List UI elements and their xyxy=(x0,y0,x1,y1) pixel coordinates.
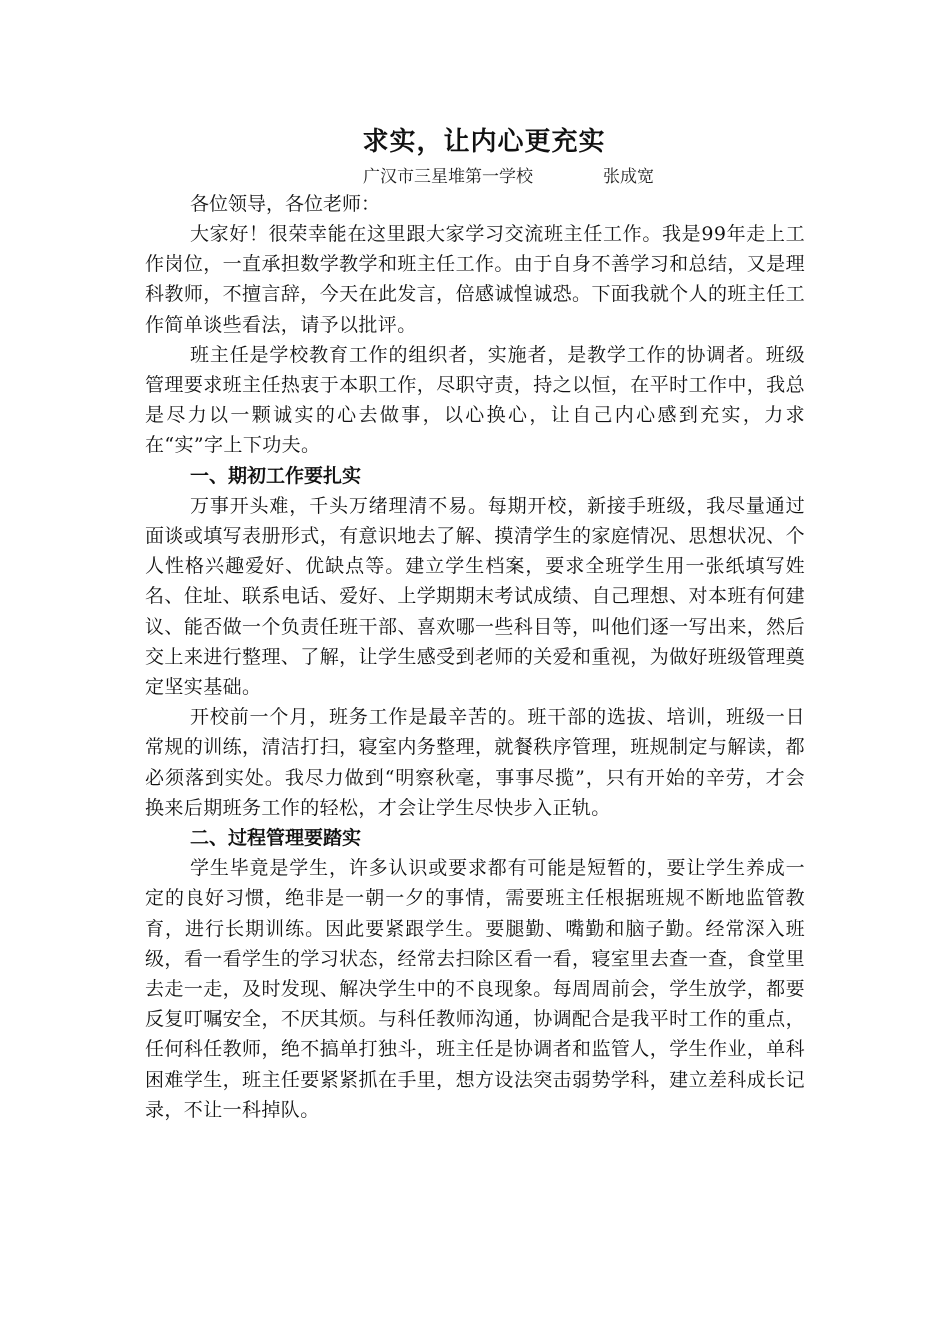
paragraph-first-month: 开校前一个月，班务工作是最辛苦的。班干部的选拔、培训，班级一日常规的训练，清洁打扫，寝室内务整理，就餐秩序管理，班规制定与解读，都必须落到实处。我尽力做到“明察秋毫，事事尽揽”，只有开始的辛劳，才会换来后期班务工作的轻松，才会让学生尽快步入正轨。 xyxy=(145,706,805,819)
section-heading-1: 一、期初工作要扎实 xyxy=(190,464,362,487)
paragraph-process: 学生毕竟是学生，许多认识或要求都有可能是短暂的，要让学生养成一定的良好习惯，绝非是一朝一夕的事情，需要班主任根据班规不断地监管教育，进行长期训练。因此要紧跟学生。要腿勤、嘴勤和脑子勤。经常深入班级，看一看学生的学习状态，经常去扫除区看一看，寝室里去查一查，食堂里去走一走，及时发现、解决学生中的不良现象。每周周前会，学生放学，都要反复叮嘱安全，不厌其烦。与科任教师沟通，协调配合是我平时工作的重点，任何科任教师，绝不搞单打独斗，班主任是协调者和监管人，学生作业，单科困难学生，班主任要紧紧抓在手里，想方设法突击弱势学科，建立差科成长记录，不让一科掉队。 xyxy=(145,857,805,1121)
paragraph-start-of-term: 万事开头难，千头万绪理清不易。每期开校，新接手班级，我尽量通过面谈或填写表册形式，有意识地去了解、摸清学生的家庭情况、思想状况、个人性格兴趣爱好、优缺点等。建立学生档案，要求全班学生用一张纸填写姓名、住址、联系电话、爱好、上学期期末考试成绩、自己理想、对本班有何建议、能否做一个负责任班干部、喜欢哪一些科目等，叫他们逐一写出来，然后交上来进行整理、了解，让学生感受到老师的关爱和重视，为做好班级管理奠定坚实基础。 xyxy=(145,494,805,699)
document-title: 求实，让内心更充实 xyxy=(362,127,606,157)
section-heading-2: 二、过程管理要踏实 xyxy=(190,827,362,850)
paragraph-role: 班主任是学校教育工作的组织者，实施者，是教学工作的协调者。班级管理要求班主任热衷于本职工作，尽职守责，持之以恒，在平时工作中，我总是尽力以一颗诚实的心去做事，以心换心，让自己内心感到充实，力求在“实”字上下功夫。 xyxy=(145,343,805,457)
byline xyxy=(145,164,805,190)
school-name: 广汉市三星堆第一学校 xyxy=(363,167,533,187)
greeting: 各位领导，各位老师： xyxy=(190,193,381,215)
document-page xyxy=(145,120,805,1125)
paragraph-intro: 大家好！很荣幸能在这里跟大家学习交流班主任工作。我是99年走上工作岗位，一直承担数学教学和班主任工作。由于自身不善学习和总结，又是理科教师，不擅言辞，今天在此发言，倍感诚惶诚恐。下面我就个人的班主任工作简单谈些看法，请予以批评。 xyxy=(145,223,805,336)
author-name: 张成宽 xyxy=(603,167,654,187)
